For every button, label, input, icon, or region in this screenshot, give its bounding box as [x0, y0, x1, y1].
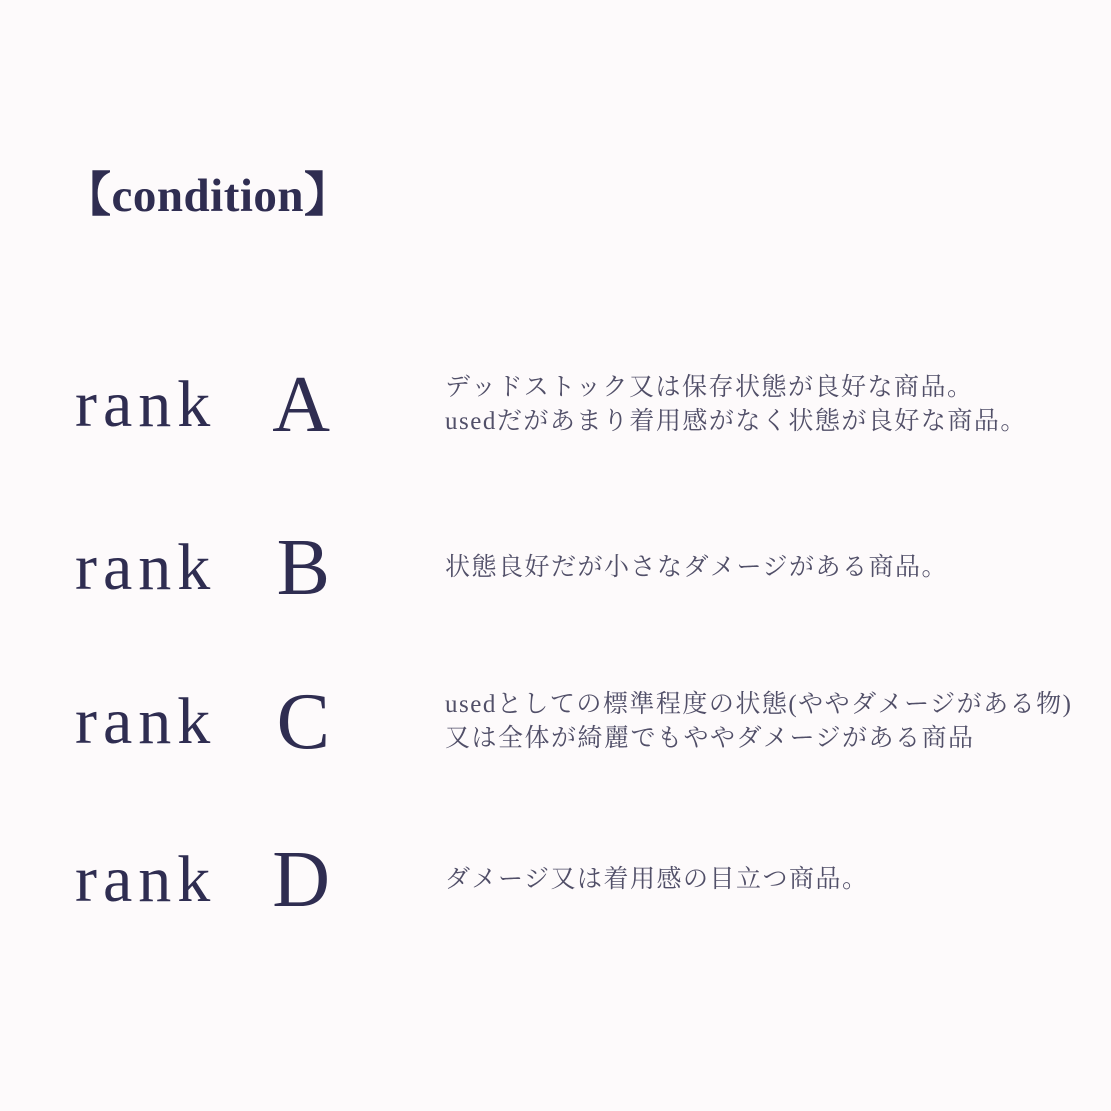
rank-label-a [75, 361, 330, 449]
rank-row-c [0, 667, 1111, 777]
rank-label-b [75, 524, 330, 612]
rank-label-c [75, 678, 330, 766]
description-line: デッドストック又は保存状態が良好な商品。 [445, 374, 974, 401]
rank-row-a [0, 350, 1111, 460]
rank-row-b [0, 513, 1111, 623]
description-line: 状態良好だが小さなダメージがある商品。 [445, 554, 949, 581]
description-line: ダメージ又は着用感の目立つ商品。 [445, 866, 869, 893]
description-line: 又は全体が綺麗でもややダメージがある商品 [445, 725, 975, 752]
rank-word: rank [75, 531, 217, 604]
rank-description-b [445, 551, 948, 585]
rank-row-d [0, 825, 1111, 935]
rank-word: rank [75, 685, 217, 758]
rank-description-a [445, 371, 1027, 439]
rank-grade-c: C [276, 678, 330, 766]
page-title: 【condition】 [64, 170, 352, 222]
rank-label-d [75, 836, 330, 924]
rank-grade-b: B [276, 524, 330, 612]
rank-grade-a: A [272, 361, 330, 449]
rank-word: rank [75, 368, 217, 441]
description-line: usedだがあまり着用感がなく状態が良好な商品。 [445, 408, 1027, 435]
rank-description-c [445, 688, 1072, 756]
rank-word: rank [75, 843, 217, 916]
rank-grade-d: D [272, 836, 330, 924]
description-line: usedとしての標準程度の状態(ややダメージがある物) [445, 691, 1073, 718]
rank-description-d [445, 863, 869, 897]
